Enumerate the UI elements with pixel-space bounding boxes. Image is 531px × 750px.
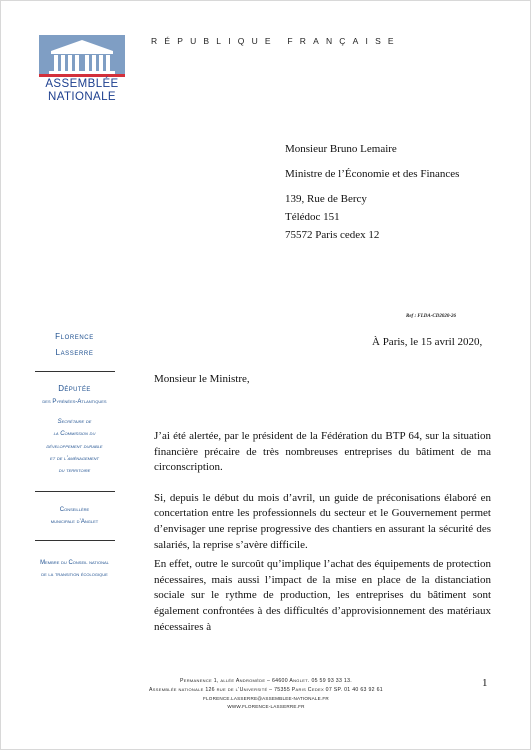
sidebar-divider bbox=[35, 491, 115, 492]
sender-sidebar bbox=[23, 329, 126, 581]
footer-assemblee-address: Assemblée nationale 126 rue de l’Université – 75355 Paris Cedex 07 SP. 01 40 63 92 61 bbox=[149, 687, 383, 693]
logo-text-assemblee: ASSEMBLÉE bbox=[45, 78, 119, 90]
sender-role-deputee: Députée bbox=[58, 384, 91, 393]
logo-text-nationale: NATIONALE bbox=[48, 91, 116, 103]
footer-website: WWW.FLORENCE-LASSERRE.FR bbox=[227, 704, 305, 709]
sender-council-line2: de la transition écologique bbox=[41, 572, 108, 579]
page-number: 1 bbox=[482, 677, 488, 689]
letter-body bbox=[154, 429, 491, 635]
sender-commission-line4: et de l’aménagement bbox=[50, 455, 99, 462]
sender-conseillere-city: municipale d’Anglet bbox=[50, 519, 99, 526]
letter-paragraph: Si, depuis le début du mois d’avril, un guide de préconisations élaboré en concertation entre les professionnels du secteur et le Gouvernement permet d’envisager une reprise progressive des chantiers en assurant la sécurité des salariés, la reprise s’avère difficile. bbox=[154, 491, 491, 551]
recipient-address-block bbox=[285, 142, 459, 242]
letter-salutation: Monsieur le Ministre, bbox=[154, 373, 250, 385]
recipient-address-line1: 139, Rue de Bercy bbox=[285, 193, 367, 205]
sender-first-name: Florence bbox=[55, 332, 94, 341]
sender-commission-line2: la Commission du bbox=[53, 431, 96, 438]
palais-bourbon-icon bbox=[39, 35, 125, 77]
sender-commission-line5: du territoire bbox=[58, 468, 91, 475]
assemblee-nationale-logo bbox=[37, 35, 127, 125]
sender-commission-line1: Secrétaire de bbox=[57, 419, 92, 425]
footer-email: FLORENCE.LASSERRE@ASSEMBLEE-NATIONALE.FR bbox=[203, 696, 329, 701]
recipient-address-line2: Télédoc 151 bbox=[285, 211, 340, 223]
letter-date: À Paris, le 15 avril 2020, bbox=[372, 336, 483, 348]
sender-council-line1: Membre du Conseil national bbox=[40, 560, 109, 567]
footer-permanence: Permanence 1, allée Andromède – 64600 Anglet. 05 59 93 33 13. bbox=[179, 678, 352, 684]
recipient-address-line3: 75572 Paris cedex 12 bbox=[285, 229, 380, 241]
sender-commission-line3: développement durable bbox=[46, 443, 103, 450]
letter-footer bbox=[101, 677, 431, 711]
letter-paragraph: En effet, outre le surcoût qu’implique l’achat des équipements de protection nécessaires, mais aussi l’impact de la mise en place de la distanciation sociale sur le rythme de production, les entreprises du bâtiment sont également confrontées à des difficultés d’approvisionnement des matériaux nécessaires à bbox=[154, 558, 491, 633]
letter-paragraph: J’ai été alertée, par le président de la Fédération du BTP 64, sur la situation financière précaire de très nombreuses entreprises du bâtiment de ma circonscription. bbox=[154, 430, 491, 474]
reference-number: Ref : FLDA-CD2020-26 bbox=[406, 314, 456, 319]
recipient-title: Ministre de l’Économie et des Finances bbox=[285, 168, 460, 180]
sender-region: des Pyrénées-Atlantiques bbox=[42, 399, 107, 405]
sender-conseillere: Conseillère bbox=[59, 507, 90, 514]
sender-last-name: Lasserre bbox=[55, 348, 94, 357]
sidebar-divider bbox=[35, 371, 115, 372]
recipient-name: Monsieur Bruno Lemaire bbox=[285, 143, 397, 155]
sidebar-divider bbox=[35, 540, 115, 541]
republique-francaise-heading: RÉPUBLIQUE FRANÇAISE bbox=[151, 36, 401, 46]
